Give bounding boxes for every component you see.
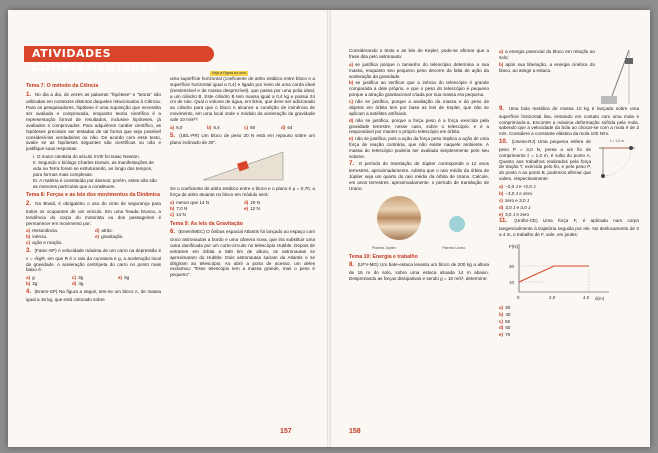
pendulum-figure [595,144,639,180]
question-text: O período de translação de Júpiter corresponde a 12 anos terrestres, aproximadamente. Admita que o raio médio da órbita de Júpiter seja um quarto do raio médio da órbita de Urano. Calcule, em anos terrestres, aproximadamente, o período de translação de Urano. [349,160,489,192]
question-text: (Enem/MEC) O ônibus espacial Atlantis foi lançado ao espaço com cinco astronautas a bordo e uma câmera nova, que iria substituir uma outra danificada por um curto-circuito no telescópio Hubble. Depois de entrarem em órbita a 560 km de altura, os astronautas se aproximaram do Hubble. Dois astronautas saíram da Atlantis e se dirigiram ao telescópio. Ao abrir a porta de acesso, um deles exclamou: "Esse telescópio tem a massa grande, mas o peso é pequeno". [170,229,315,278]
page-number: 157 [280,428,292,436]
option: c) 14 N [170,211,186,217]
option: c) 3g [72,275,84,281]
question-3 [26,248,161,273]
option: c) zero e 3,0 J [499,197,530,203]
option: a) se justifica porque o tamanho do telescópio determina a sua massa, enquanto seu pequeno peso decorre da falta de ação da aceleração da gravidade. [349,61,489,79]
figure-tag: Veja a Figura no livro [212,71,246,75]
pendulum-figure-wrap [595,139,639,218]
question-5 [170,133,315,147]
question-4-continued: uma superfície horizontal (coeficiente de atrito estático entre bloco e a superfície horizontal igual a 0,4) e ligado por meio de uma corda ideal (inextensível e de massa desprezível), que passa por uma polia ideal, a um cilindro B. Este cilindro B tem massa igual a 0,4 kg e possui 24 cm de raio. Qual o volume de água, em litros, que deve ser adicionado ao cilindro para que o bloco A alcance a condição de iminência de movimento, em uma local onde o módulo da aceleração da gravidade vale 10 m/s²? [170,75,315,122]
left-column-1 [26,80,161,410]
left-page [8,10,329,447]
pile-driver-figure [599,48,639,106]
topic-8-title: Tema 8: Forças e as leis dos movimentos da Dinâmica [26,192,160,199]
force-distance-graph [499,240,619,302]
caption-uranus: Planeta Urano. [442,245,467,250]
x-tick-label: 0 [517,294,520,300]
question-number: 6. [170,229,176,236]
question-text: (UEL-PR) Um bloco de peso 20 N está em repouso sobre um plano inclinado de 30°. [170,132,315,146]
question-1 [26,92,161,153]
question-text: No dia a dia, às vezes as palavras "hipótese" e "teoria" são utilizadas em contextos distintos daqueles relacionados à Ciência. Para os pesquisadores, hipótese é uma suposição que necessita ser avaliada e comprovada, enquanto teoria científica é a representação formal de resultados, inclusive hipóteses, já avaliados e comprovados. Para adquirirem caráter científico, as hipóteses precisam ser testadas de tal forma que seja possível considerá-las verdadeiras ou não. De acordo com esse texto, avalie se as hipóteses seguintes são científicas ou não e justifique suas respostas. [26,91,161,152]
option: b) −3,0 J e zero [499,190,533,196]
question-text: (Unesa-RJ) Uma pequena esfera de peso P = 3,0 N, presa a um fio de comprimento ℓ = 1,0 m, é solta do ponto A. Quanto aos trabalhos realizados pela força de tração T, exercida pelo fio, e pelo peso P, do ponto A ao ponto B, podemos afirmar que valem, respectivamente: [499,139,591,182]
list-item: III. A matéria é constituída por átomos; porém, estes não são as menores partículas que a constituem. [33,177,157,189]
option: a) g [26,275,35,281]
left-column-2 [170,70,315,410]
option: b) após sua liberação, a energia cinética do bloco, ao atingir a estaca. [499,61,595,73]
question-9 [499,106,639,137]
question-4 [26,289,161,303]
option: d) 4g [72,281,84,287]
question-6 [170,229,315,278]
y-axis-label: F(N) [509,243,518,249]
option: b) 7,0 N [170,205,188,211]
question-number: 1. [26,91,32,98]
option: a) 30 [499,304,511,310]
pendulum-length-label: ℓ = 1,0 m [609,139,625,144]
question-text: No Brasil, é obrigatório o uso do cinto de segurança para todos os ocupantes de um veículo. Em uma freada brusca, a tendência do corpo do motorista ou dos passageiros é permanecer em movimento por: [26,201,161,226]
x-tick-label: 4,0 [583,294,590,300]
topic-10-title: Tema 10: Energia e trabalho [349,253,418,260]
question-number: 3. [26,248,32,255]
answer-options [349,62,489,160]
question-number: 11. [499,218,508,225]
question-11 [499,218,639,237]
option: c) não se justifica, porque a avaliação da massa e do peso de objetos em órbita tem por base as leis de Kepler, que não se aplicam a satélites artificiais. [349,99,489,116]
book-gutter [327,10,331,447]
option: d) 3,0 J e 3,0 J [499,204,531,210]
page-banner: ATIVIDADES COMPLEMENTARES [24,46,214,62]
question-number: 2. [26,201,32,208]
question-number: 9. [499,106,505,112]
topic-9-title: Tema 9: As leis da Gravitação [170,220,243,227]
question-text: (Enem-SP) Na figura a seguir, tem-se um bloco A, de massa igual a 16 kg, que está colocado sobre [26,289,161,302]
option: c) ação e reação. [26,240,63,246]
planets-figure [359,194,479,244]
y-tick-label: 20 [509,263,515,269]
question-number: 8. [349,262,355,269]
option: c) 60 [244,124,256,130]
option: b) 6,4 [207,124,220,130]
list-item: I. O maior cientista do século XVIII foi Isaac Newton. [33,154,140,160]
question-5-body: Se o coeficiente de atrito estático entre o bloco e o plano é μ = 0,70, a força de atrito atuante no bloco em módulo será: [170,186,315,198]
page-number: 158 [349,428,361,436]
question-number: 10. [499,139,508,146]
question-number: 7. [349,160,355,167]
option: c) 50 [499,318,511,324]
answer-options [170,200,315,218]
right-page [329,10,650,447]
answer-options [26,228,161,246]
question-7 [349,161,489,192]
option: d) não se justifica, porque a força peso é a força exercida pela gravidade terrestre, nesse caso, sobre o telescópio, e é a responsável por manter o próprio telescópio em órbita. [349,117,489,135]
q8-options-with-figure [499,48,639,106]
planet-captions [349,246,489,251]
x-tick-label: 2,0 [549,294,556,300]
answer-options [499,305,639,338]
option: a) a energia potencial do bloco em relação ao solo; [499,49,595,60]
answer-options [499,184,591,217]
option: a) 6,0 [170,124,183,130]
option: a) menor que 14 N [170,200,210,206]
option: e) 5g [118,275,130,281]
option: d) 20 N [244,200,261,206]
option: b) 40 [499,311,511,317]
question-text: (Fatec-SP) A velocidade máxima de um carro na depressão é v = √kgR, em que R é o raio da curvatura e g, a aceleração local da gravidade. A aceleração centrípeta do carro no ponto mais baixo é: [26,248,161,273]
option: e) não se justifica, pois a ação da força peso implica a ação de uma força de reação contrária, que não existe naquele ambiente. A massa do telescópio poderia ser avaliada simplesmente pelo seu volume. [349,136,489,159]
question-10 [499,139,591,218]
option: b) 2g [26,281,38,287]
answer-options [170,125,315,131]
right-column-2 [499,48,639,418]
option: d) 60 [499,325,511,331]
question-text: (UFV-MG) Um bate-estaca levanta um bloco de 200 kg a altura de 16 m do solo, sobre uma estaca situada 14 m abaixo. Desprezando as forças dissipativas e sendo g = 10 m/s², determine: [349,262,489,281]
topic-7-title: Tema 7: O método da Ciência [26,83,99,89]
question-8 [349,262,489,281]
question-10-block [499,139,639,218]
caption-jupiter: Planeta Júpiter. [371,245,397,250]
question-2 [26,201,161,226]
option: b) se justifica ao verificar que a inércia do telescópio é grande comparada à dele próprio, e que o peso do telescópio é pequeno porque a atração gravitacional criada por sua massa era pequena. [349,80,489,98]
question-text: Uma bola metálica de massa 10 kg é lançada sobre uma superfície horizontal lisa, entrando em contato com uma mola e comprimindo-a. Encontre a máxima deformação sofrida pela mola, sabendo que a velocidade da bola ao chocar-se com a mola é de 2 m/s. Considere a constante elástica da mola 100 N/m. [499,106,639,137]
option: e) 12 N [244,205,260,211]
book-spread [8,10,650,447]
question-text: (Unifor-CE) Uma força F, é aplicada num corpo tangencialmente à trajetória seguida por ele. No deslocamento de 0 a 4 m, o trabalho de F, vale, em joules: [499,218,639,238]
x-axis-label: d(m) [595,295,605,301]
right-column-1 [349,48,489,418]
question-number: 5. [170,132,176,139]
y-tick-label: 10 [509,279,515,285]
list-item: II. Segundo o biólogo Charles Darwin, as manifestações de vida na Terra foram se estruturando, ao longo dos tempos, para formas mais complexas. [33,160,154,177]
question-number: 4. [26,289,32,296]
option: e) 3,0 J e zero [499,211,530,217]
option: e) 70 [499,332,511,338]
option: b) inércia. [26,234,48,240]
option: a) −2,0 J e +2,0 J [499,184,536,190]
option: a) ressonância. [26,228,59,234]
question-6-continued: Considerando o texto e as leis de Kepler, pode-se afirmar que a frase dita pelo astronauta: [349,48,489,59]
option: d) 64 [281,124,293,130]
hypothesis-list [26,154,161,189]
option: e) gravitação. [95,234,124,240]
option: d) atrito. [95,228,113,234]
answer-options [26,275,161,287]
answer-options [499,48,595,106]
inclined-plane-figure [198,148,288,184]
